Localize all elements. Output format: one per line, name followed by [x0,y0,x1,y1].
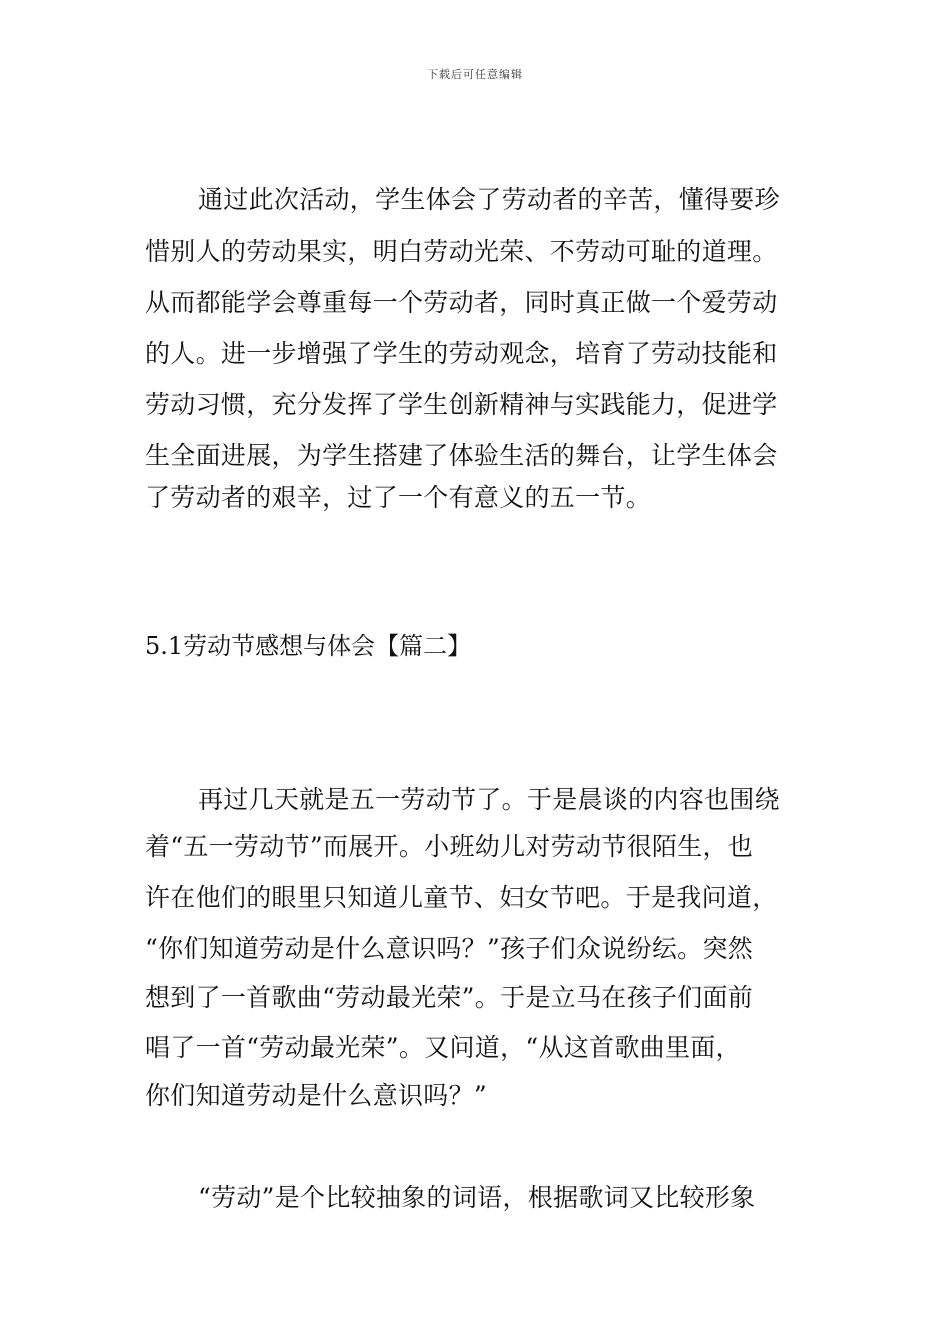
paragraph-line: 再过几天就是五一劳动节了。于是晨谈的内容也围绕 [198,785,780,814]
paragraph-line: 通过此次活动，学生体会了劳动者的辛苦，懂得要珍 [198,185,780,214]
paragraph-line: 生全面进展，为学生搭建了体验生活的舞台，让学生体会 [145,441,778,470]
paragraph-line: 惜别人的劳动果实，明白劳动光荣、不劳动可耻的道理。 [145,237,778,266]
paragraph-line: “你们知道劳动是什么意识吗？”孩子们众说纷纭。突然 [145,934,754,963]
page-header-note: 下载后可任意编辑 [427,68,523,81]
paragraph-line: 的人。进一步增强了学生的劳动观念，培育了劳动技能和 [145,339,778,368]
paragraph-line: 你们知道劳动是什么意识吗？” [145,1081,487,1110]
paragraph-line: 想到了一首歌曲“劳动最光荣”。于是立马在孩子们面前 [145,983,754,1012]
paragraph-line: “劳动”是个比较抽象的词语，根据歌词又比较形象 [198,1183,756,1212]
section-heading: 5.1劳动节感想与体会【篇二】 [145,632,472,660]
paragraph-line: 许在他们的眼里只知道儿童节、妇女节吧。于是我问道， [145,883,778,912]
paragraph-line: 唱了一首“劳动最光荣”。又问道，“从这首歌曲里面， [145,1033,741,1062]
paragraph-line: 劳动习惯，充分发挥了学生创新精神与实践能力，促进学 [145,390,778,419]
paragraph-line: 着“五一劳动节”而展开。小班幼儿对劳动节很陌生，也 [145,832,754,861]
paragraph-line: 了劳动者的艰辛，过了一个有意义的五一节。 [145,483,652,512]
paragraph-line: 从而都能学会尊重每一个劳动者，同时真正做一个爱劳动 [145,288,778,317]
